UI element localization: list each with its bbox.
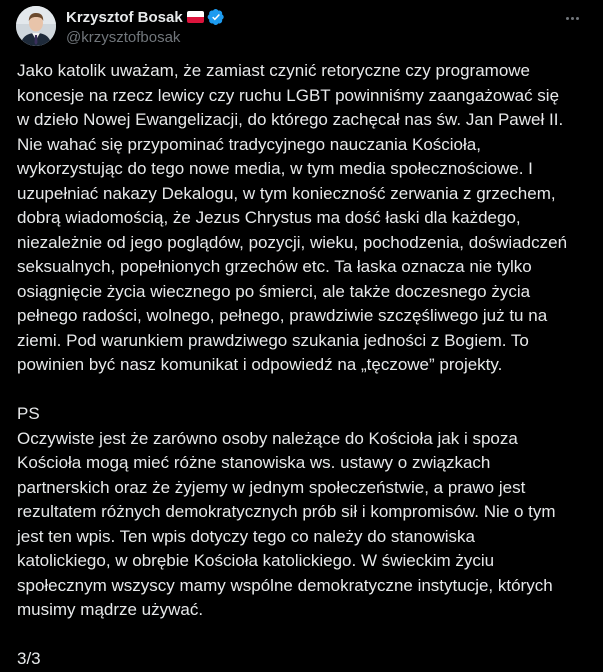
poland-flag-icon xyxy=(187,11,204,23)
more-dot xyxy=(566,17,569,20)
tweet-text-line: w dzieło Nowej Ewangelizacji, do którego zachęcał nas św. Jan Paweł II. xyxy=(17,110,564,129)
tweet-text-line: niezależnie od jego poglądów, pozycji, wieku, pochodzenia, doświadczeń xyxy=(17,232,568,252)
tweet-text-line: rezultatem różnych demokratycznych prób sił i kompromisów. Nie o tym xyxy=(17,502,556,521)
tweet-text-line: partnerskich oraz że żyjemy w jednym społeczeństwie, a prawo jest xyxy=(17,477,526,497)
verified-badge-icon[interactable] xyxy=(207,8,225,26)
paragraph-gap xyxy=(17,623,589,648)
tweet-text-line: powinien być nasz komunikat i odpowiedź na „tęczowe” projekty. xyxy=(17,355,503,374)
avatar[interactable] xyxy=(16,6,56,46)
tweet-text-line: społecznym wszyscy mamy wspólne demokratyczne instytucje, których xyxy=(17,575,553,595)
more-dot xyxy=(576,17,579,20)
tweet-text-line: ziemi. Pod warunkiem prawdziwego szukania jedności z Bogiem. To xyxy=(17,330,529,350)
author-display-name[interactable]: Krzysztof Bosak xyxy=(66,8,183,26)
tweet-text-line: musimy mądrze używać. xyxy=(17,600,204,619)
tweet-text-line: dobrą wiadomością, że Jezus Chrystus ma dość łaski dla każdego, xyxy=(17,208,521,227)
tweet-text-line: seksualnych, popełnionych grzechów etc. Ta łaska oznacza nie tylko xyxy=(17,257,532,276)
tweet-text-line: jest ten wpis. Ten wpis dotyczy tego co należy do stanowiska xyxy=(17,526,475,546)
tweet-text-line: Nie wahać się przypominać tradycyjnego nauczania Kościoła, xyxy=(17,134,481,154)
avatar-image xyxy=(16,6,56,46)
tweet-text-line: pełnego radości, wolnego, pełnego, prawdziwie szczęśliwego już tu na xyxy=(17,306,548,325)
author-block xyxy=(66,7,225,46)
tweet-text-line: osiągnięcie życia wiecznego po śmierci, ale także doczesnego życia xyxy=(17,281,531,301)
paragraph-gap xyxy=(17,378,589,403)
tweet-text-line: uzupełniać nakazy Dekalogu, w tym konieczność zerwania z grzechem, xyxy=(17,183,556,203)
thread-counter: 3/3 xyxy=(17,649,41,668)
tweet-text xyxy=(17,59,589,672)
more-options-icon[interactable] xyxy=(557,8,587,28)
tweet-paragraph-2 xyxy=(17,427,589,623)
tweet-text-line: Oczywiste jest że zarówno osoby należące do Kościoła jak i spoza xyxy=(17,428,518,448)
name-row xyxy=(66,7,225,27)
tweet-text-line: Jako katolik uważam, że zamiast czynić retoryczne czy programowe xyxy=(17,61,531,80)
tweet-header xyxy=(16,6,587,50)
tweet-text-line: Kościoła mogą mieć różne stanowiska ws. ustawy o związkach xyxy=(17,453,491,472)
tweet-text-line: koncesje na rzecz lewicy czy ruchu LGBT powinniśmy zaangażować się xyxy=(17,85,560,105)
tweet-text-line: katolickiego, w obrębie Kościoła katolickiego. W świeckim życiu xyxy=(17,551,495,570)
more-dot xyxy=(571,17,574,20)
ps-label: PS xyxy=(17,404,40,423)
tweet-paragraph-1 xyxy=(17,59,589,378)
tweet-text-line: wykorzystując do tego nowe media, w tym media społecznościowe. I xyxy=(17,159,533,178)
author-handle[interactable]: @krzysztofbosak xyxy=(66,29,181,46)
